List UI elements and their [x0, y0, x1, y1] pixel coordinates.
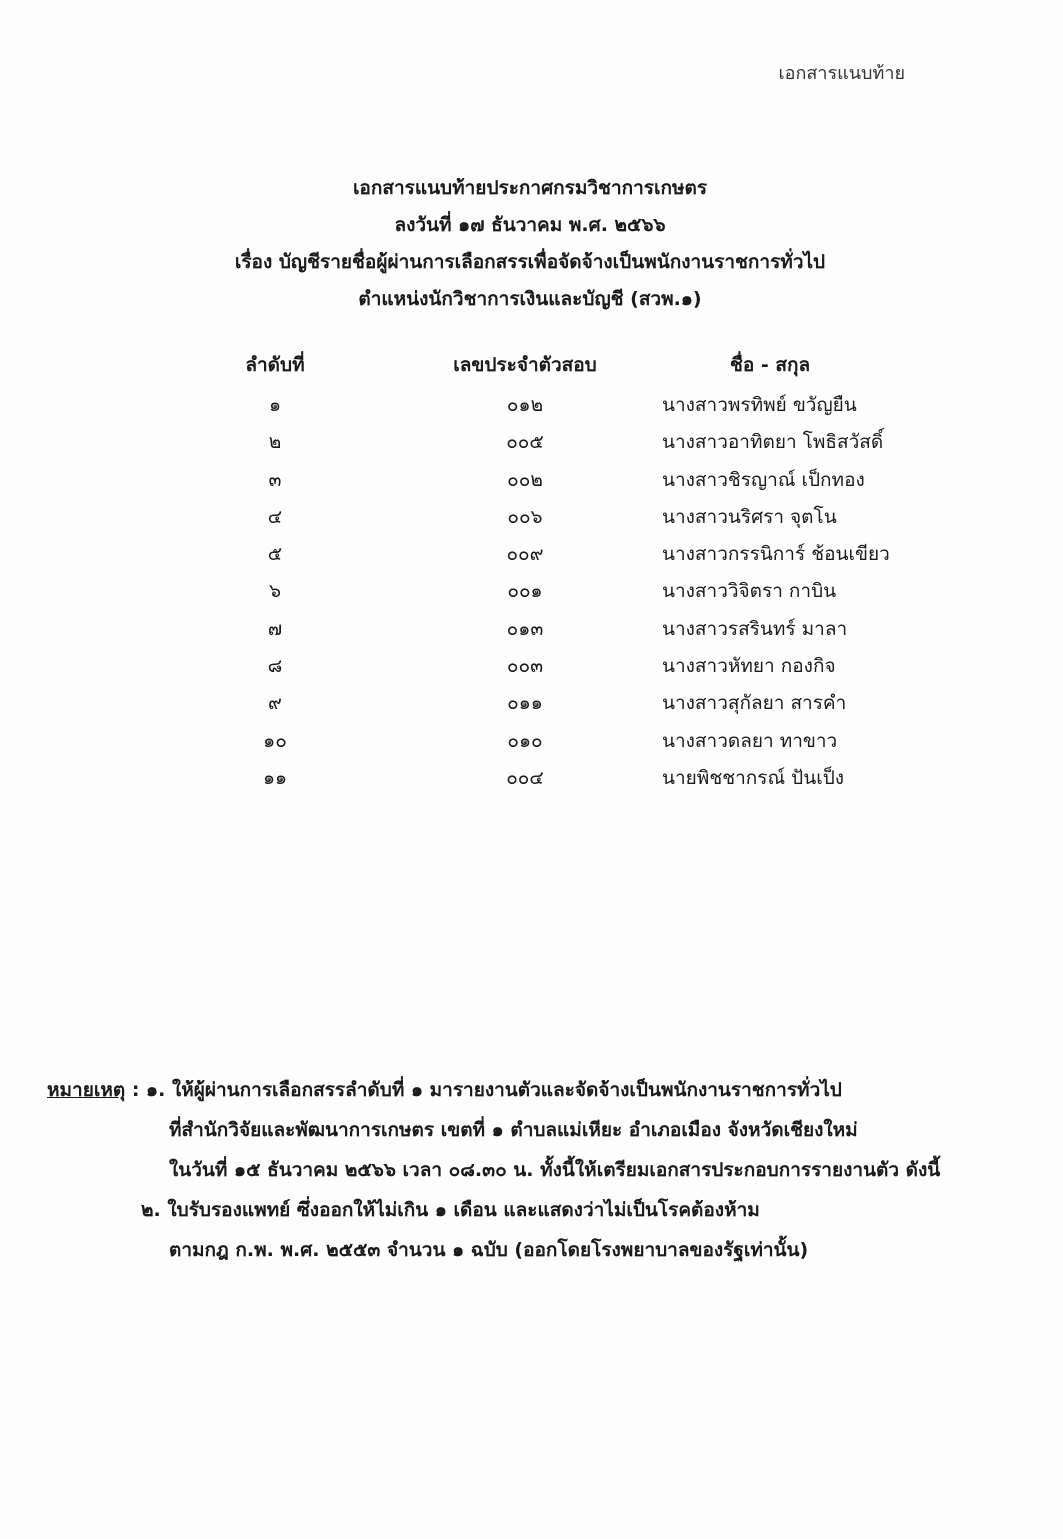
cell-order: ๑ [268, 394, 282, 416]
cell-exam-id: ๐๐๙ [506, 543, 544, 566]
cell-name: นางสาวหัทยา กองกิจ [662, 655, 836, 678]
cell-order: ๔ [267, 505, 283, 528]
heading-line-2: ลงวันที่ ๑๗ ธันวาคม พ.ศ. ๒๕๖๖ [394, 214, 666, 236]
col-header-name: ชื่อ - สกุล [730, 354, 811, 376]
cell-exam-id: ๐๐๒ [507, 468, 543, 491]
cell-order: ๑๐ [263, 729, 287, 752]
cell-name: นางสาวอาทิตยา โพธิสวัสดิ์ [662, 431, 884, 454]
heading-line-1: เอกสารแนบท้ายประกาศกรมวิชาการเกษตร [352, 177, 708, 199]
cell-order: ๕ [267, 543, 283, 566]
remark-line-1 [47, 1070, 927, 1110]
cell-order: ๑๑ [262, 766, 288, 789]
cell-exam-id: ๐๑๓ [506, 617, 544, 640]
remarks-section [47, 1070, 941, 1270]
cell-exam-id: ๐๐๕ [506, 431, 544, 454]
cell-order: ๙ [268, 692, 282, 715]
attachment-label: เอกสารแนบท้าย [778, 63, 905, 84]
cell-name: นายพิชชากรณ์ ปันเป็ง [662, 766, 845, 789]
table-row [200, 726, 920, 763]
heading-line-3: เรื่อง บัญชีรายชื่อผู้ผ่านการเลือกสรรเพื่อจัดจ้างเป็นพนักงานราชการทั่วไป [234, 251, 826, 273]
table-row [200, 576, 920, 613]
table-row [200, 502, 920, 539]
cell-order: ๒ [268, 431, 282, 454]
candidate-table [200, 350, 920, 800]
remark-line-2: ที่สำนักวิจัยและพัฒนาการเกษตร เขตที่ ๑ ตำบลแม่เหียะ อำเภอเมือง จังหวัดเชียงใหม่ [169, 1119, 858, 1141]
cell-order: ๘ [267, 655, 283, 678]
cell-name: นางสาววิจิตรา กาบิน [662, 580, 837, 603]
remark-line-4: ๒. ใบรับรองแพทย์ ซึ่งออกให้ไม่เกิน ๑ เดือน และแสดงว่าไม่เป็นโรคต้องห้าม [141, 1199, 760, 1221]
cell-name: นางสาวนริศรา จุตโน [662, 505, 837, 528]
col-header-order: ลำดับที่ [245, 354, 305, 376]
remark-line-3: ในวันที่ ๑๕ ธันวาคม ๒๕๖๖ เวลา ๐๘.๓๐ น. ทั้งนี้ให้เตรียมเอกสารประกอบการรายงานตัว ดังนี้ [169, 1159, 941, 1181]
table-row [200, 763, 920, 800]
heading-line-4: ตำแหน่งนักวิชาการเงินและบัญชี (สวพ.๑) [358, 288, 702, 310]
table-row [200, 539, 920, 576]
cell-name: นางสาวพรทิพย์ ขวัญยืน [662, 394, 857, 416]
cell-exam-id: ๐๑๑ [507, 692, 543, 715]
cell-exam-id: ๐๐๔ [506, 766, 544, 789]
cell-exam-id: ๐๐๓ [506, 655, 544, 678]
cell-order: ๗ [267, 617, 283, 640]
remark-label: หมายเหตุ [47, 1079, 126, 1101]
cell-order: ๓ [268, 468, 282, 491]
cell-name: นางสาวดลยา ทาขาว [662, 729, 838, 752]
cell-name: นางสาวรสรินทร์ มาลา [662, 617, 848, 640]
cell-name: นางสาวชิรญาณ์ เป็กทอง [662, 468, 865, 491]
table-row [200, 465, 920, 502]
remark-separator: : [125, 1079, 147, 1101]
table-row [200, 390, 920, 427]
cell-exam-id: ๐๐๖ [507, 505, 543, 528]
remark-line-5: ตามกฎ ก.พ. พ.ศ. ๒๕๕๓ จำนวน ๑ ฉบับ (ออกโดยโรงพยาบาลของรัฐเท่านั้น) [169, 1239, 809, 1261]
cell-order: ๖ [268, 580, 282, 603]
table-row [200, 614, 920, 651]
cell-exam-id: ๐๑๐ [507, 729, 543, 752]
table-row [200, 651, 920, 688]
table-header [200, 350, 920, 390]
table-row [200, 427, 920, 464]
cell-exam-id: ๐๐๑ [507, 580, 543, 603]
document-heading [150, 170, 910, 318]
table-row [200, 688, 920, 725]
remark-item-1: ๑. ให้ผู้ผ่านการเลือกสรรลำดับที่ ๑ มารายงานตัวและจัดจ้างเป็นพนักงานราชการทั่วไป [146, 1079, 842, 1101]
col-header-exam-id: เลขประจำตัวสอบ [453, 354, 597, 376]
cell-name: นางสาวกรรนิการ์ ช้อนเขียว [662, 543, 890, 566]
cell-exam-id: ๐๑๒ [506, 394, 544, 416]
cell-name: นางสาวสุกัลยา สารคำ [662, 692, 847, 715]
